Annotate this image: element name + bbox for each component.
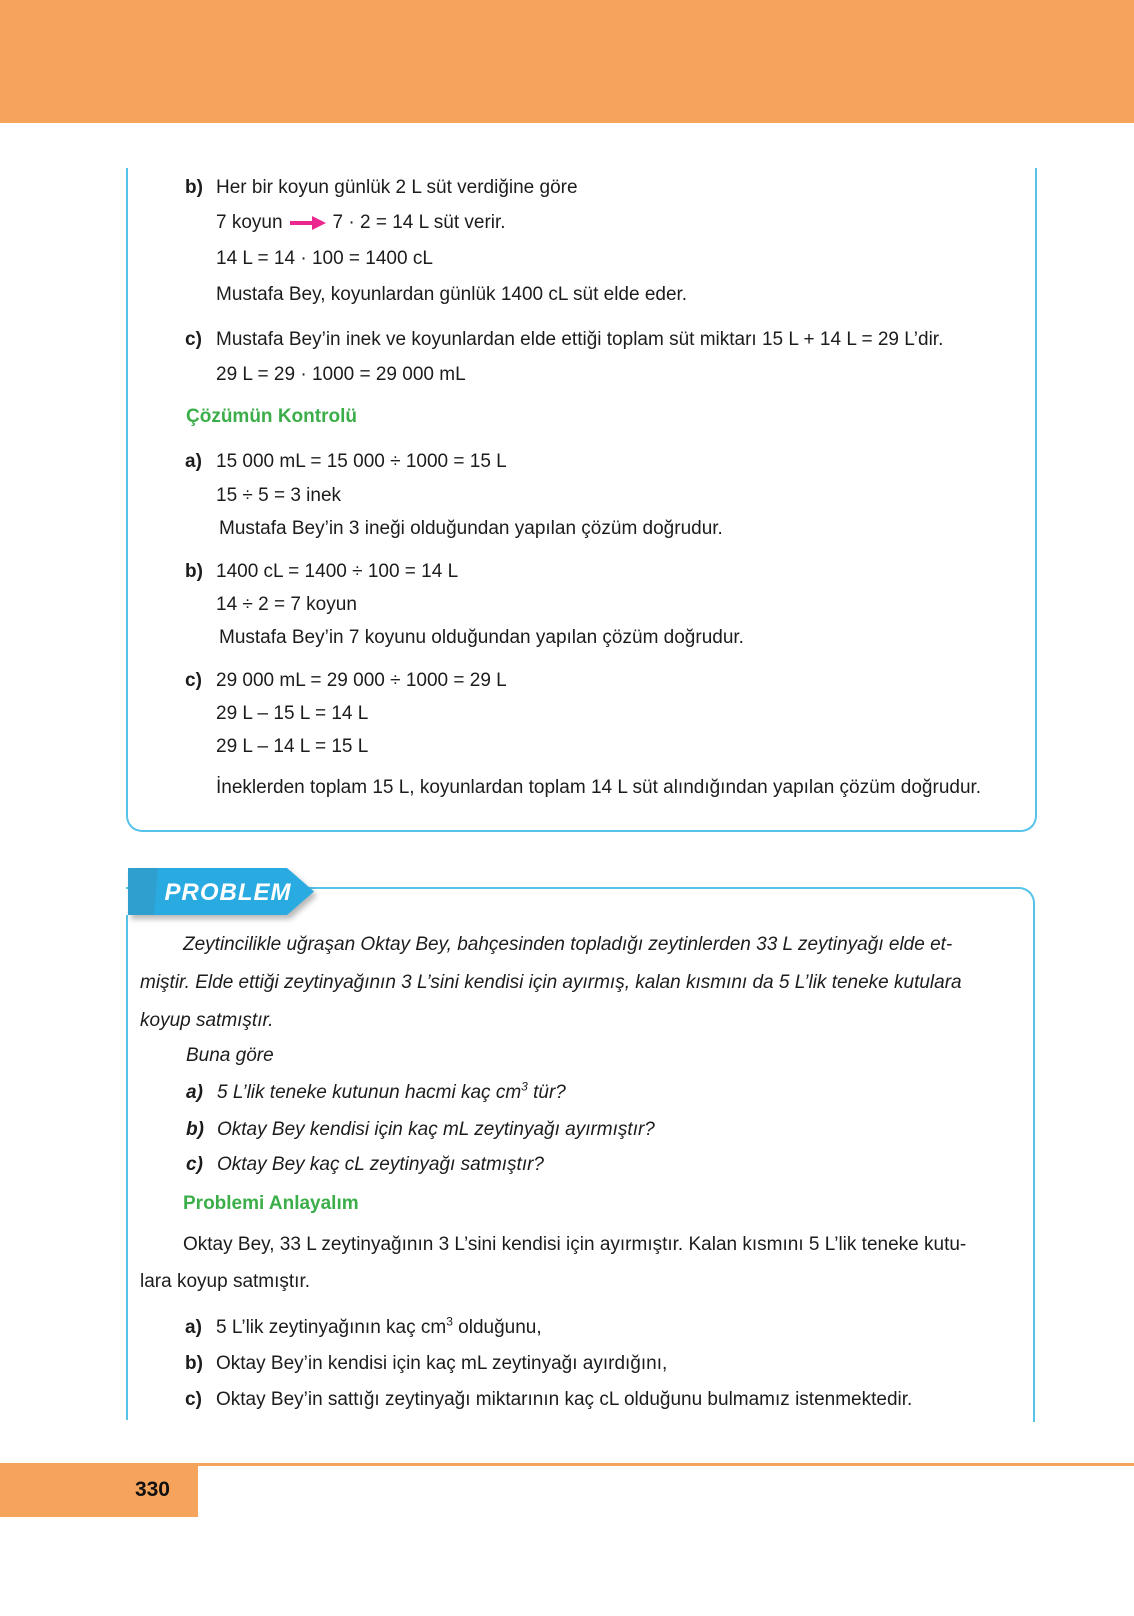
check-heading: Çözümün Kontrolü bbox=[186, 406, 357, 427]
item-marker: b) bbox=[186, 1119, 204, 1140]
problem-statement-line1: Zeytincilikle uğraşan Oktay Bey, bahçesinden topladığı zeytinlerden 33 L zeytinyağı elde et- bbox=[183, 934, 953, 955]
problem-statement-line3: koyup satmıştır. bbox=[140, 1010, 274, 1031]
line-text: 15 000 mL = 15 000 ÷ 1000 = 15 L bbox=[216, 451, 507, 472]
line-text: 7 koyun bbox=[216, 212, 283, 233]
superscript: 3 bbox=[521, 1079, 528, 1094]
question-b bbox=[186, 1118, 655, 1142]
check-b-line3: Mustafa Bey’in 7 koyunu olduğundan yapılan çözüm doğrudur. bbox=[219, 627, 744, 648]
solution-item-b-line1 bbox=[185, 176, 578, 200]
check-c-line3: 29 L – 14 L = 15 L bbox=[216, 736, 369, 757]
item-marker: b) bbox=[185, 561, 203, 582]
page-number: 330 bbox=[134, 1478, 170, 1501]
understand-para-line1: Oktay Bey, 33 L zeytinyağının 3 L’sini kendisi için ayırmıştır. Kalan kısmını 5 L’lik teneke kutu- bbox=[183, 1234, 967, 1255]
line-text: 29 000 mL = 29 000 ÷ 1000 = 29 L bbox=[216, 670, 507, 691]
check-a-line2: 15 ÷ 5 = 3 inek bbox=[216, 485, 342, 506]
item-marker: c) bbox=[186, 1154, 203, 1175]
item-marker: b) bbox=[185, 177, 203, 198]
question-c bbox=[186, 1153, 544, 1177]
item-marker: a) bbox=[185, 451, 202, 472]
problem-banner-label: PROBLEM bbox=[164, 879, 292, 906]
check-b-line1 bbox=[185, 560, 458, 584]
check-c-line1 bbox=[185, 669, 507, 693]
problem-lead: Buna göre bbox=[186, 1045, 274, 1066]
line-text: Oktay Bey’in sattığı zeytinyağı miktarının kaç cL olduğunu bulmamız istenmektedir. bbox=[216, 1389, 913, 1410]
understand-heading: Problemi Anlayalım bbox=[183, 1193, 359, 1214]
understand-para-line2: lara koyup satmıştır. bbox=[140, 1271, 311, 1292]
check-a-line3: Mustafa Bey’in 3 ineği olduğundan yapılan çözüm doğrudur. bbox=[219, 518, 723, 539]
check-b-line2: 14 ÷ 2 = 7 koyun bbox=[216, 594, 357, 615]
item-marker: c) bbox=[185, 329, 202, 350]
superscript: 3 bbox=[446, 1314, 453, 1329]
problem-box-left-border bbox=[126, 915, 128, 1420]
check-c-line4: İneklerden toplam 15 L, koyunlardan toplam 14 L süt alındığından yapılan çözüm doğrudur. bbox=[216, 777, 982, 798]
solution-item-c-line1 bbox=[185, 328, 943, 352]
problem-statement-line2: miştir. Elde ettiği zeytinyağının 3 L’sini kendisi için ayırmış, kalan kısmını da 5 L’lik teneke kutulara bbox=[140, 972, 962, 993]
item-marker: b) bbox=[185, 1353, 203, 1374]
line-text: 1400 cL = 1400 ÷ 100 = 14 L bbox=[216, 561, 459, 582]
question-text: Oktay Bey kaç cL zeytinyağı satmıştır? bbox=[217, 1154, 544, 1175]
item-marker: a) bbox=[185, 1317, 202, 1338]
check-c-line2: 29 L – 15 L = 14 L bbox=[216, 703, 369, 724]
question-a bbox=[186, 1081, 566, 1105]
solution-item-b-line4: Mustafa Bey, koyunlardan günlük 1400 cL süt elde eder. bbox=[216, 284, 688, 305]
right-arrow-icon bbox=[290, 216, 326, 230]
line-text: 5 L’lik zeytinyağının kaç $cm^3$ olduğunu, bbox=[216, 1314, 542, 1338]
header-bar bbox=[0, 0, 1134, 123]
line-text: Oktay Bey’in kendisi için kaç mL zeytinyağı ayırdığını, bbox=[216, 1353, 668, 1374]
solution-item-b-line2 bbox=[216, 211, 506, 235]
page-number-block bbox=[0, 1463, 198, 1517]
line-text: Mustafa Bey’in inek ve koyunlardan elde ettiği toplam süt miktarı 15 L + 14 L = 29 L’dir. bbox=[216, 329, 944, 350]
line-text: 7 · 2 = 14 L süt verir. bbox=[332, 212, 506, 233]
question-text: 5 L’lik teneke kutunun hacmi kaç $cm^3$ tür? bbox=[217, 1079, 566, 1103]
problem-ribbon bbox=[126, 860, 326, 920]
question-text: Oktay Bey kendisi için kaç mL zeytinyağı ayırmıştır? bbox=[217, 1119, 655, 1140]
solution-item-b-line3: 14 L = 14 · 100 = 1400 cL bbox=[216, 248, 433, 269]
understand-item-b bbox=[185, 1352, 667, 1376]
solution-item-c-line2: 29 L = 29 · 1000 = 29 000 mL bbox=[216, 364, 466, 385]
understand-item-a bbox=[185, 1316, 542, 1340]
item-marker: a) bbox=[186, 1082, 203, 1103]
item-marker: c) bbox=[185, 670, 202, 691]
check-a-line1 bbox=[185, 450, 507, 474]
line-text: Her bir koyun günlük 2 L süt verdiğine göre bbox=[216, 177, 578, 198]
understand-item-c bbox=[185, 1388, 912, 1412]
item-marker: c) bbox=[185, 1389, 202, 1410]
